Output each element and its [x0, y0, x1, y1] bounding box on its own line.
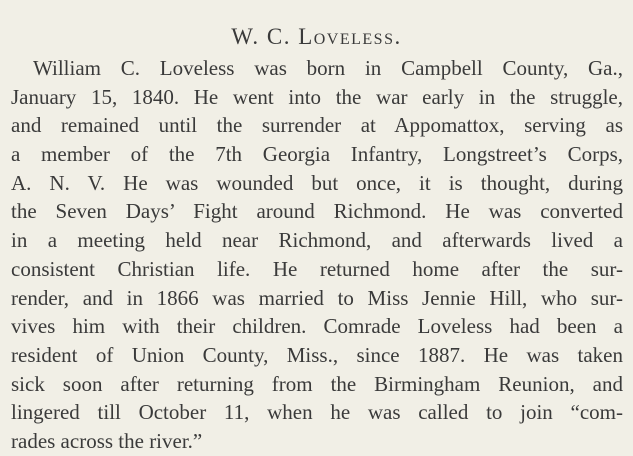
text-line: a member of the 7th Georgia Infantry, Longstreet’s Corps,	[11, 142, 623, 167]
text-line: consistent Christian life. He returned home after the sur-	[11, 256, 623, 281]
text-line: the Seven Days’ Fight around Richmond. He was converted	[11, 199, 623, 224]
text-line: lingered till October 11, when he was called to join “com-	[11, 400, 623, 425]
text-line: resident of Union County, Miss., since 1887. He was taken	[11, 342, 623, 367]
text-line: in a meeting held near Richmond, and afterwards lived a	[11, 228, 623, 253]
obituary-heading: W. C. Loveless.	[231, 24, 402, 49]
text-line: January 15, 1840. He went into the war early in the struggle,	[11, 84, 623, 109]
text-line: vives him with their children. Comrade Loveless had been a	[11, 314, 623, 339]
text-line: and remained until the surrender at Appomattox, serving as	[11, 113, 623, 138]
text-line: William C. Loveless was born in Campbell County, Ga.,	[33, 56, 623, 80]
text-line: render, and in 1866 was married to Miss Jennie Hill, who sur-	[11, 285, 623, 310]
text-line: A. N. V. He was wounded but once, it is thought, during	[11, 170, 623, 195]
text-line: rades across the river.”	[11, 428, 203, 453]
obituary-body	[11, 54, 623, 456]
text-line: sick soon after returning from the Birmingham Reunion, and	[11, 371, 623, 396]
